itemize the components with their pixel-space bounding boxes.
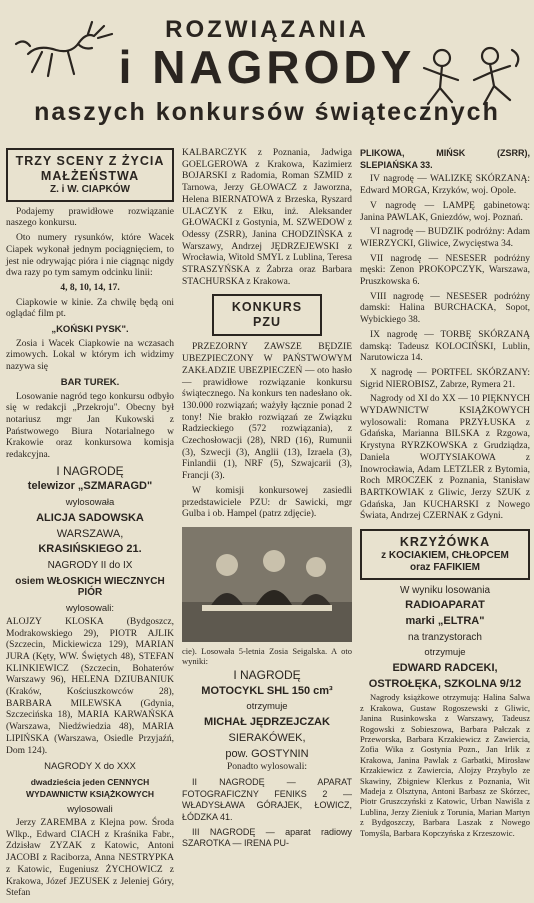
winner-city: SIERAKÓWEK, (228, 731, 306, 744)
paragraph: V nagrodę — LAMPĘ gabinetową: Janina PAWLAK, Gniezdów, woj. Poznań. (360, 200, 530, 223)
prize-won: wylosowali: (65, 603, 115, 615)
paragraph: Zosia i Wacek Ciapkowie na wczasach zimowych. Lokal w którym ich widzimy nazywa się (6, 338, 174, 373)
paragraph: PRZEZORNY ZAWSZE BĘDZIE UBEZPIECZONY W PAŃSTWOWYM ZAKŁADZIE UBEZPIECZEŃ — oto hasło — prawidłowe rozwiązanie konkursu świątecznego. Na konkurs ten nadesłano ok. 130.000 rozwiązań; ważyły łącznie ponad 2 tony! Nie brakło rozwiązań ze Związku Radzieckiego (572 rozwiązania), z Czechosłowacji (28), NRD (16), Rumunii (3), Szwecji (3), Anglii (13), Izraela (3), Finlandii (1), NRF (5), Szwajcarii (3), Francji (3). (182, 342, 352, 482)
prize-title: NAGRODY X do XXX (44, 761, 136, 773)
prize-item: MOTOCYKL SHL 150 cm³ (201, 684, 333, 697)
paragraph: VII nagrodę — NESESER podróżny męski: Zenon PROKOPCZYK, Warszawa, Pruszkowska 6. (360, 253, 530, 288)
prize-won: wylosowali (67, 804, 113, 816)
box-title-line-3: oraz FAFIKIEM (409, 561, 480, 573)
section-box-ciapkow (6, 148, 174, 202)
box-title-line-1: KRZYŻÓWKA (399, 535, 491, 550)
column-1 (6, 148, 174, 903)
winner-city: WARSZAWA, (56, 527, 124, 540)
prize-item: dwadzieścia jeden CENNYCH WYDAWNICTW KSIĄŻKOWYCH (26, 776, 154, 799)
box-title: KONKURS PZU (231, 300, 303, 330)
winner-name: EDWARD RADCEKI, (392, 662, 498, 675)
paragraph: W komisji konkursowej zasiedli przedstawiciele PZU: dr Sawicki, mgr Gulba i ob. Hampel (patrz zdjęcie). (182, 485, 352, 520)
headline-line-2: i NAGRODY (118, 41, 416, 93)
paragraph: X nagrodę — PORTFEL SKÓRZANY: Sigrid NIEROBISZ, Zabrze, Rymera 21. (360, 367, 530, 390)
paragraph: Losowanie nagród tego konkursu odbyło się w redakcji „Przekroju". Obecny był notariusz mgr Jan Kukowski z Państwowego Biura Notarialnego w Krakowie oraz konkursowa komisja redakcyjna. (6, 391, 174, 461)
box-title-line-2: z KOCIAKIEM, CHŁOPCEM (381, 550, 509, 562)
prize-brand: marki „ELTRA" (405, 614, 485, 627)
paragraph: Podajemy prawidłowe rozwiązanie naszego konkursu. (6, 206, 174, 229)
box-title-line-2: MAŁŻEŃSTWA (40, 169, 140, 183)
prize-item: osiem WŁOSKICH WIECZNYCH PIÓR (15, 575, 165, 599)
numbers-line: 4, 8, 10, 14, 17. (60, 282, 120, 293)
headline-line-1: ROZWIĄZANIA (165, 16, 369, 43)
column-2 (182, 148, 352, 853)
paragraph: III NAGRODĘ — aparat radiowy SZAROTKA — IRENA PU- (182, 826, 352, 849)
prize-won: otrzymuje (424, 647, 466, 659)
photo-caption: cie). Losowała 5-letnia Zosia Seigalska. A oto wyniki: (182, 645, 352, 666)
paragraph: VIII nagrodę — NESESER podróżny damski: Halina BURCHACKA, Sopot, Wybickiego 38. (360, 291, 530, 326)
box-title-line-3: Z. i W. CIAPKÓW (50, 184, 130, 195)
paragraph: Nagrody od XI do XX — 10 PIĘKNYCH WYDAWNICTW KSIĄŻKOWYCH wylosowali: Romana PRZYŁUSKA z Gdańska, Marianna BILSKA z Rzgowa, Krystyna RYRZKOWSKA z Grudziądza, Daniela WOJTYSIAKOWA z Inowrocławia, Adam LETZLER z Bytomia, Roch MROCZEK z Poznania, Stanisław BARTKOWIAK z Gliwic, Jerzy SZUK z Gdańska, Jan KUCHARSKI z Nowego Świata, Andrzej CZERNAK z Gdyni. (360, 394, 530, 522)
photo-image-icon (182, 527, 352, 642)
winner-name: ALICJA SADOWSKA (36, 511, 144, 524)
paragraph: Ciapkowie w kinie. Za chwilę będą oni oglądać film pt. (6, 297, 174, 320)
section-box-krzyzowka (360, 529, 530, 579)
winners-list: ALOJZY KLOSKA (Bydgoszcz, Modrakowskiego 29), PIOTR AJLIK (Szczecin, Mickiewicza 129), MARIAN JURA (Kęty, WW. Świętych 48), STEFAN KLINKIEWICZ (Szczecin, Bohaterów Warszawy 96), HELENA DZIUBANIUK (Kraków, Kościuszkowców 28), BARBARA MILEWSKA (Gdynia, Szczecińska 18), MARIA KARWAŃSKA (Warszawa, Niedźwiedzia 48), MARIA LIPIŃSKA (Warszawa, Osiedle Przyjaźń, Dom 124). (6, 616, 174, 756)
prize-won: wylosowała (65, 497, 115, 509)
headline-line-3: naszych konkursów świątecznych (34, 98, 500, 126)
paragraph: Nagrody książkowe otrzymują: Halina Salwa z Krakowa, Gustaw Rogoszewski z Gliwic, Janina Rusinkowska z Warszawy, Tadeusz Rogowski z Sobieszowa, Barbara Pałczak z Przeworska, Barbara Krzakiewicz z Zawiercia, Zofia Wika z Gostynia Pozn., Jan Irlik z Krakowa, Janina Pawlak z Garbatki, Mirosław Krzakiewicz z Zawiercia, Alojzy Przybylo ze Skawiny, Zbigniew Klerkus z Poznania, Wit Madeja z Olsztyna, Antoni Barbasz ze Skórzec, Piotr Gruszczyński z Katowic, Urban Nawiśla z Lublina, Jerzy Zieniuk z Torunia, Marian Martyn z Bydgoszczy, Barbara Laszak z Nowego Tomyśla, Barbara Kopczyńska z Krzeszowic. (360, 692, 530, 838)
prize-item: telewizor „SZMARAGD" (27, 480, 153, 493)
winners-list: Jerzy ZAREMBA z Klejna pow. Środa Wlkp., Edward CIACH z Kraśnika Fabr., Zdzisław ZYZAK z Katowic, Antoni JACOBI z Raciborza, Anna NESTRYPKA z Katowic, Eugeniusz ŻYCHOWICZ z Krakowa, Józef JEZUSEK z Jeleniej Góry, Stefan (6, 818, 174, 899)
prize-title: I NAGRODĘ (56, 463, 124, 478)
prize-item: RADIOAPARAT (405, 599, 485, 612)
page-header (0, 0, 534, 140)
paragraph: Oto numery rysunków, które Wacek Ciapek wykonał jednym pociągnięciem, to jest nie odrywając pióra i nie ciągnąc nigdy dwa razy po tym samym odcinku linii: (6, 233, 174, 279)
section-box-pzu (212, 294, 322, 336)
winner-pow: pow. GOSTYNIN (225, 747, 309, 760)
committee-photo (182, 527, 352, 642)
prize-detail: na tranzystorach (408, 631, 482, 643)
paragraph: KALBARCZYK z Poznania, Jadwiga GOELGEROWA z Krakowa, Kazimierz BOJARSKI z Radomia, Roman SZMID z Tarnowa, Jerzy GŁOWACZ z Jaworzna, Helena BIERNATOWA z Brzeska, Ryszard ULACZYK z Ełku, inż. Aleksander GŁOWACKI z Gostynia, M. SZWEDOW z Odessy (ZSRR), Janina CHODZIŃSKA z Warszawy, Andrzej JĘDRZEJEWSKI z Wrocławia, Witold SMYL z Lublina, Teresa STRASZYŃSKA z Żabrza oraz Barbara STACHURSKA z Krakowa. (182, 148, 352, 287)
paragraph: IX nagrodę — TORBĘ SKÓRZANĄ damską: Tadeusz KOLOCIŃSKI, Lublin, Narutowicza 14. (360, 329, 530, 364)
paragraph: IV nagrodę — WALIZKĘ SKÓRZANĄ: Edward MORGA, Krzyków, woj. Opole. (360, 174, 530, 197)
paragraph: II NAGRODĘ — APARAT FOTOGRAFICZNY FENIKS 2 — WŁADYSŁAWA GÓRAJEK, ŁOWICZ, ŁÓDZKA 41. (182, 776, 352, 823)
winner-street: KRASIŃSKIEGO 21. (38, 543, 142, 556)
prize-title: I NAGRODĘ (233, 667, 301, 682)
prize-title: NAGRODY II do IX (47, 559, 133, 571)
prize-won: otrzymuje (246, 701, 288, 713)
paragraph: VI nagrodę — BUDZIK podróżny: Adam WIERZYCKI, Gliwice, Zwycięstwa 34. (360, 227, 530, 249)
winner-address: OSTROŁĘKA, SZKOLNA 9/12 (368, 677, 522, 690)
draw-intro: W wyniku losowania (399, 584, 491, 596)
prize-more: Ponadto wylosowali: (227, 762, 307, 773)
column-3 (360, 148, 530, 841)
paragraph: PLIKOWA, MIŃSK (ZSRR), SLEPIAŃSKA 33. (360, 148, 530, 170)
box-title-line-1: TRZY SCENY Z ŻYCIA (15, 154, 165, 168)
winner-name: MICHAŁ JĘDRZEJCZAK (204, 716, 330, 729)
film-title: „KOŃSKI PYSK". (51, 324, 129, 336)
bar-name: BAR TUREK. (60, 376, 120, 388)
